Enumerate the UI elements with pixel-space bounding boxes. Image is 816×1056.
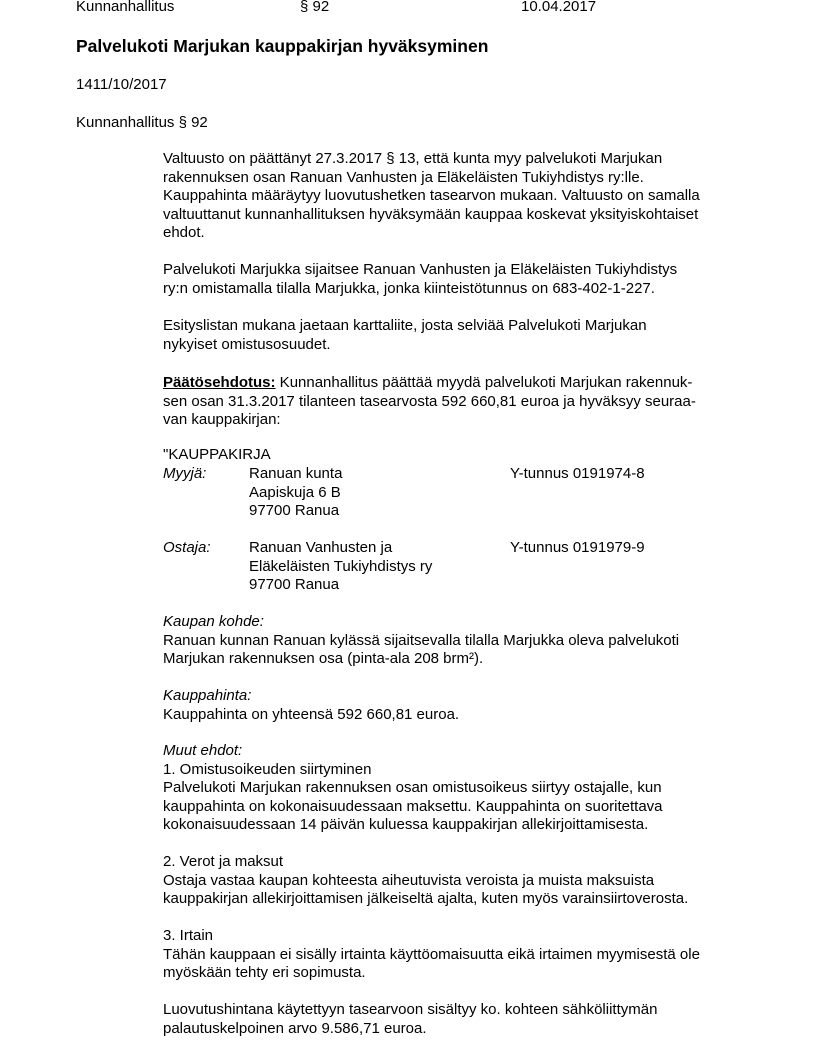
purchase-price — [163, 687, 763, 724]
text-line: Tähän kauppaan ei sisälly irtainta käyttöomaisuutta eikä irtaimen myymisestä ole — [163, 945, 700, 963]
buyer-details — [249, 539, 432, 595]
other-terms — [163, 742, 763, 835]
proposal-label: Päätösehdotus: — [163, 374, 276, 391]
seller-details — [249, 465, 342, 521]
text-line: Palvelukoti Marjukka sijaitsee Ranuan Vanhusten ja Eläkeläisten Tukiyhdistys — [163, 261, 678, 278]
text-line: rakennuksen osan Ranuan Vanhusten ja Eläkeläisten Tukiyhdistys ry:lle. — [163, 168, 644, 186]
seller-postal: 97700 Ranua — [249, 502, 340, 519]
text-line: Esityslistan mukana jaetaan karttaliite, josta selviää Palvelukoti Marjukan — [163, 317, 647, 334]
text-line: Ostaja vastaa kaupan kohteesta aiheutuvista veroista ja muista maksuista — [163, 871, 655, 889]
text-line: ry:n omistamalla tilalla Marjukka, jonka kiinteistötunnus on 683-402-1-227. — [163, 279, 655, 297]
text-line: Ranuan kunnan Ranuan kylässä sijaitsevalla tilalla Marjukka oleva palvelukoti — [163, 631, 680, 649]
term-taxes — [163, 853, 763, 909]
seller-address: Aapiskuja 6 B — [249, 483, 341, 501]
proposal-text: Kunnanhallitus päättää myydä palvelukoti Marjukan rakennuk- — [275, 374, 693, 391]
object-label: Kaupan kohde: — [163, 613, 264, 630]
buyer-postal: 97700 Ranua — [249, 576, 340, 593]
text-line: myöskään tehty eri sopimusta. — [163, 964, 366, 981]
page-title: Palvelukoti Marjukan kauppakirjan hyväksyminen — [76, 36, 489, 56]
organ-section: Kunnanhallitus § 92 — [76, 114, 208, 131]
closing-note — [163, 1001, 763, 1038]
proposal-block — [163, 374, 763, 430]
text-line: sen osan 31.3.2017 tilanteen tasearvosta 592 660,81 euroa ja hyväksyy seuraa- — [163, 392, 696, 410]
record-number: 1411/10/2017 — [76, 76, 167, 93]
text-line: Luovutushintana käytettyyn tasearvoon sisältyy ko. kohteen sähköliittymän — [163, 1001, 658, 1018]
object-of-sale — [163, 613, 763, 669]
text-line: nykyiset omistusosuudet. — [163, 335, 331, 353]
paragraph-location — [163, 261, 763, 298]
other-terms-label: Muut ehdot: — [163, 742, 243, 759]
text-line: valtuuttanut kunnanhallituksen hyväksymään kauppaa koskevat yksityiskohtaiset — [163, 205, 699, 223]
term-title: 3. Irtain — [163, 927, 214, 944]
term-movables — [163, 927, 763, 983]
seller-business-id: Y-tunnus 0191974-8 — [510, 465, 645, 482]
buyer-label: Ostaja: — [163, 539, 211, 556]
header-section: § 92 — [300, 0, 330, 15]
text-line: Kauppahinta määräytyy luovutushetken tasearvon mukaan. Valtuusto on samalla — [163, 187, 700, 204]
buyer-name: Ranuan Vanhusten ja — [249, 539, 393, 556]
buyer-name-cont: Eläkeläisten Tukiyhdistys ry — [249, 557, 433, 575]
header-organ: Kunnanhallitus — [76, 0, 175, 15]
seller-label: Myyjä: — [163, 465, 207, 482]
contract-heading: "KAUPPAKIRJA — [163, 446, 271, 463]
paragraph-map-attachment — [163, 317, 763, 354]
text-line: ehdot. — [163, 224, 205, 241]
text-line: palautuskelpoinen arvo 9.586,71 euroa. — [163, 1019, 427, 1037]
text-line: kauppakirjan allekirjoittamisen jälkeiseltä ajalta, kuten myös varainsiirtoverosta. — [163, 890, 689, 907]
text-line: van kauppakirjan: — [163, 411, 281, 428]
price-label: Kauppahinta: — [163, 687, 252, 704]
text-line: Valtuusto on päättänyt 27.3.2017 § 13, että kunta myy palvelukoti Marjukan — [163, 150, 663, 167]
paragraph-decision-background — [163, 150, 763, 243]
term-title: 2. Verot ja maksut — [163, 853, 284, 870]
text-line: Marjukan rakennuksen osa (pinta-ala 208 brm²). — [163, 650, 484, 667]
text-line: Palvelukoti Marjukan rakennuksen osan omistusoikeus siirtyy ostajalle, kun — [163, 779, 662, 796]
text-line: kokonaisuudessaan 14 päivän kuluessa kauppakirjan allekirjoittamisesta. — [163, 816, 649, 833]
term-title: 1. Omistusoikeuden siirtyminen — [163, 760, 372, 778]
price-text: Kauppahinta on yhteensä 592 660,81 euroa. — [163, 705, 460, 723]
seller-name: Ranuan kunta — [249, 465, 343, 482]
header-date: 10.04.2017 — [521, 0, 597, 15]
text-line: kauppahinta on kokonaisuudessaan maksettu. Kauppahinta on suoritettava — [163, 797, 663, 815]
buyer-business-id: Y-tunnus 0191979-9 — [510, 539, 645, 556]
